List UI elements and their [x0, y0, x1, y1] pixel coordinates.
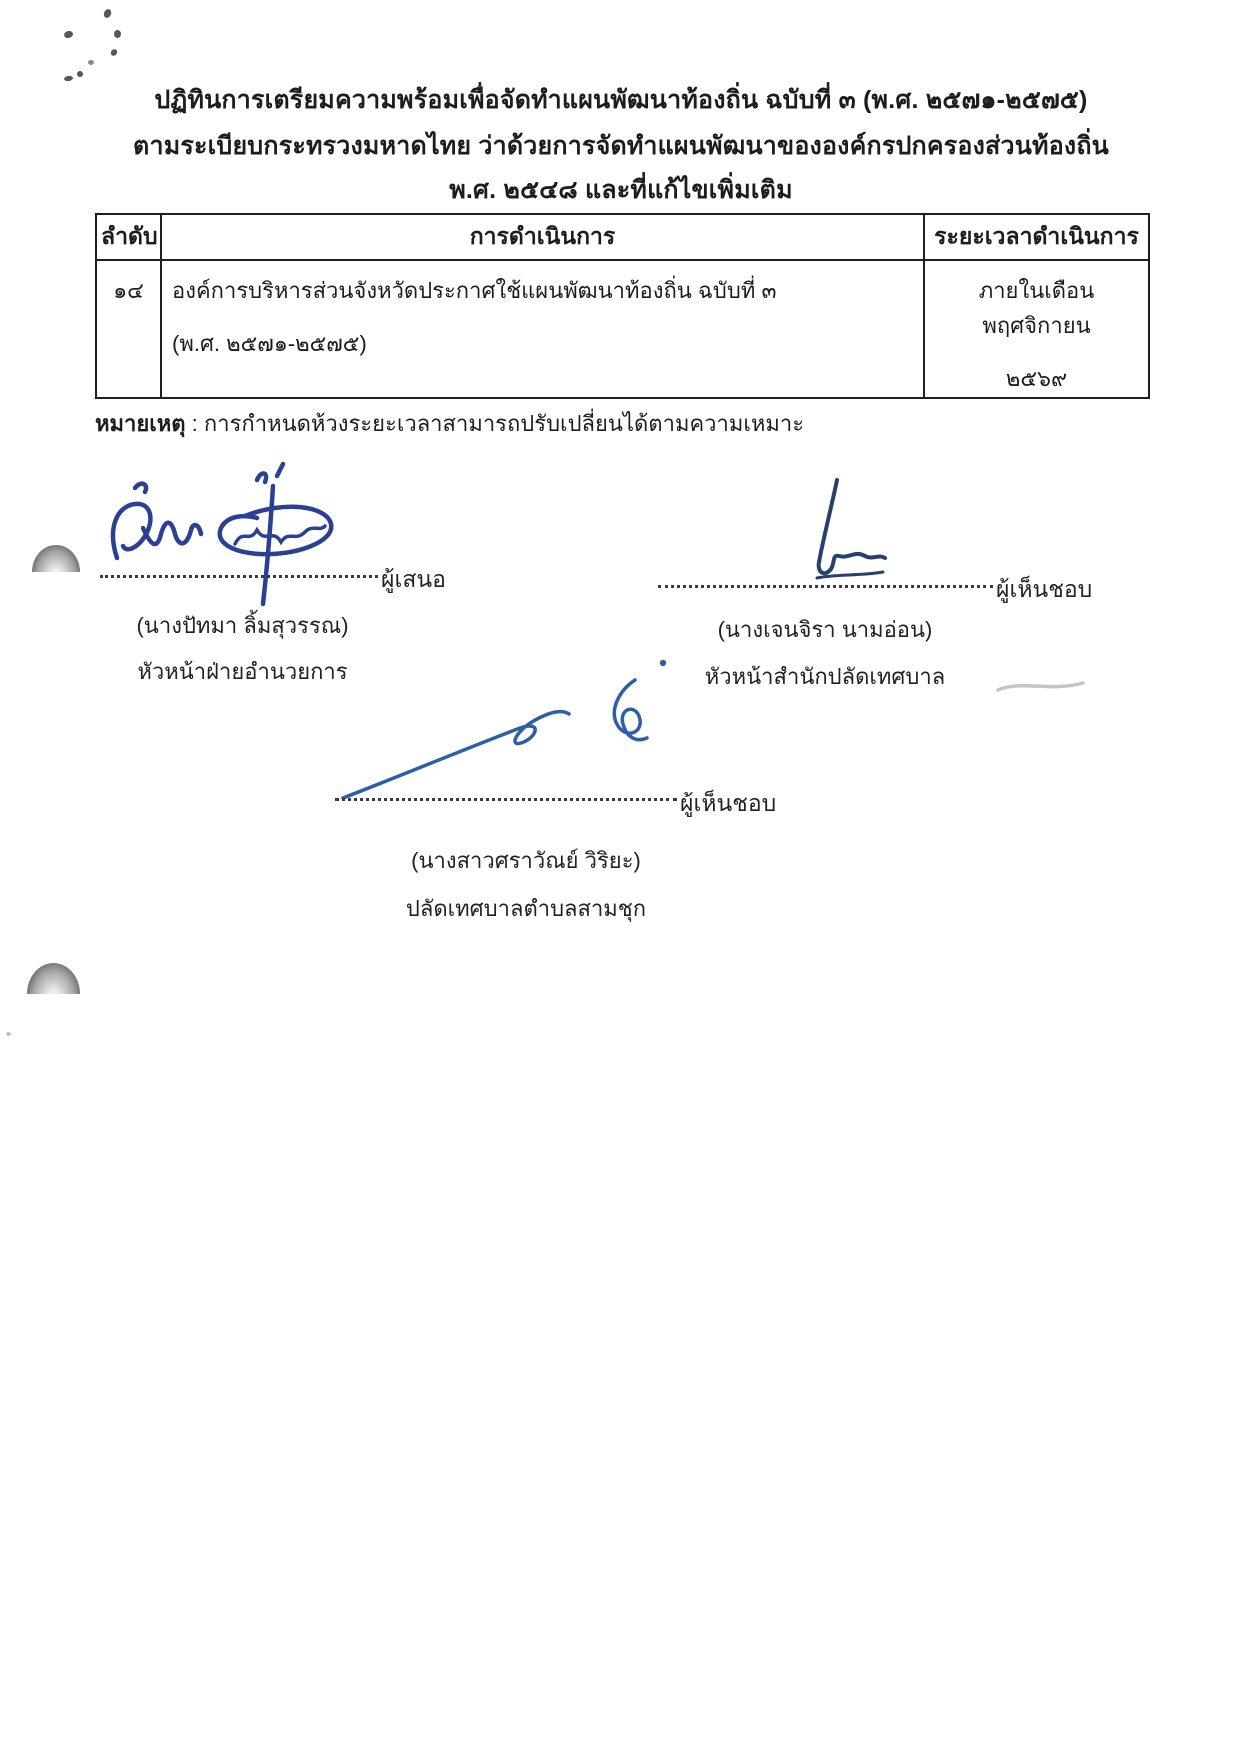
schedule-table [95, 213, 1150, 399]
signer-name-center: (นางสาวศราวัณย์ วิริยะ) [411, 848, 641, 873]
faint-scan-dot [6, 1032, 11, 1036]
scan-speckle [63, 30, 74, 39]
signature-line-center [335, 798, 677, 801]
scan-speckle [102, 8, 112, 19]
signature-left-ink [95, 458, 375, 608]
action-line-2: (พ.ศ. ๒๕๗๑-๒๕๗๕) [172, 331, 367, 356]
signer-name-right: (นางเจนจิรา นามอ่อน) [717, 617, 933, 642]
row-action-cell [161, 260, 924, 398]
scan-speckle [77, 71, 83, 77]
punch-hole-shadow-top [32, 545, 80, 572]
table-header-row [96, 214, 1149, 260]
signature-center-ink [325, 650, 695, 810]
signature-role-right: ผู้เห็นชอบ [996, 576, 1093, 602]
scan-speckle [88, 60, 94, 65]
scan-speckle [109, 48, 118, 57]
signature-right-ink [775, 470, 905, 590]
signer-position-center: ปลัดเทศบาลตำบลสามชุก [405, 896, 647, 921]
table-row [96, 260, 1149, 398]
col-header-index: ลำดับ [96, 214, 161, 260]
period-line-1: ภายในเดือนพฤศจิกายน [978, 278, 1095, 338]
signature-role-center: ผู้เห็นชอบ [680, 790, 777, 816]
col-header-period: ระยะเวลาดำเนินการ [924, 214, 1149, 260]
faint-scan-mark [995, 675, 1087, 701]
note [95, 406, 804, 441]
doc-title-line-1: ปฏิทินการเตรียมความพร้อมเพื่อจัดทำแผนพัฒนาท้องถิ่น ฉบับที่ ๓ (พ.ศ. ๒๕๗๑-๒๕๗๕) [154, 86, 1088, 114]
signature-line-left [100, 575, 378, 578]
row-period-cell [924, 260, 1149, 398]
signature-line-right [658, 585, 993, 588]
punch-hole-shadow-bottom [27, 963, 80, 994]
signer-position-left: หัวหน้าฝ่ายอำนวยการ [137, 659, 348, 684]
signer-position-right: หัวหน้าสำนักปลัดเทศบาล [704, 664, 946, 689]
scan-speckle [114, 30, 121, 38]
doc-title-line-3: พ.ศ. ๒๕๔๘ และที่แก้ไขเพิ่มเติม [449, 176, 793, 204]
signer-name-left: (นางปัทมา ลิ้มสุวรรณ) [136, 613, 349, 638]
signature-role-left: ผู้เสนอ [381, 566, 446, 592]
row-index-cell: ๑๔ [96, 260, 161, 398]
period-line-2: ๒๕๖๙ [1005, 366, 1068, 391]
col-header-action: การดำเนินการ [161, 214, 924, 260]
action-line-1: องค์การบริหารส่วนจังหวัดประกาศใช้แผนพัฒนาท้องถิ่น ฉบับที่ ๓ [172, 278, 777, 303]
note-label: หมายเหตุ [95, 411, 186, 436]
note-text: : การกำหนดห้วงระยะเวลาสามารถปรับเปลี่ยนได้ตามความเหมาะ [185, 411, 805, 436]
doc-title-line-2: ตามระเบียบกระทรวงมหาดไทย ว่าด้วยการจัดทำแผนพัฒนาขององค์กรปกครองส่วนท้องถิ่น [133, 132, 1109, 160]
